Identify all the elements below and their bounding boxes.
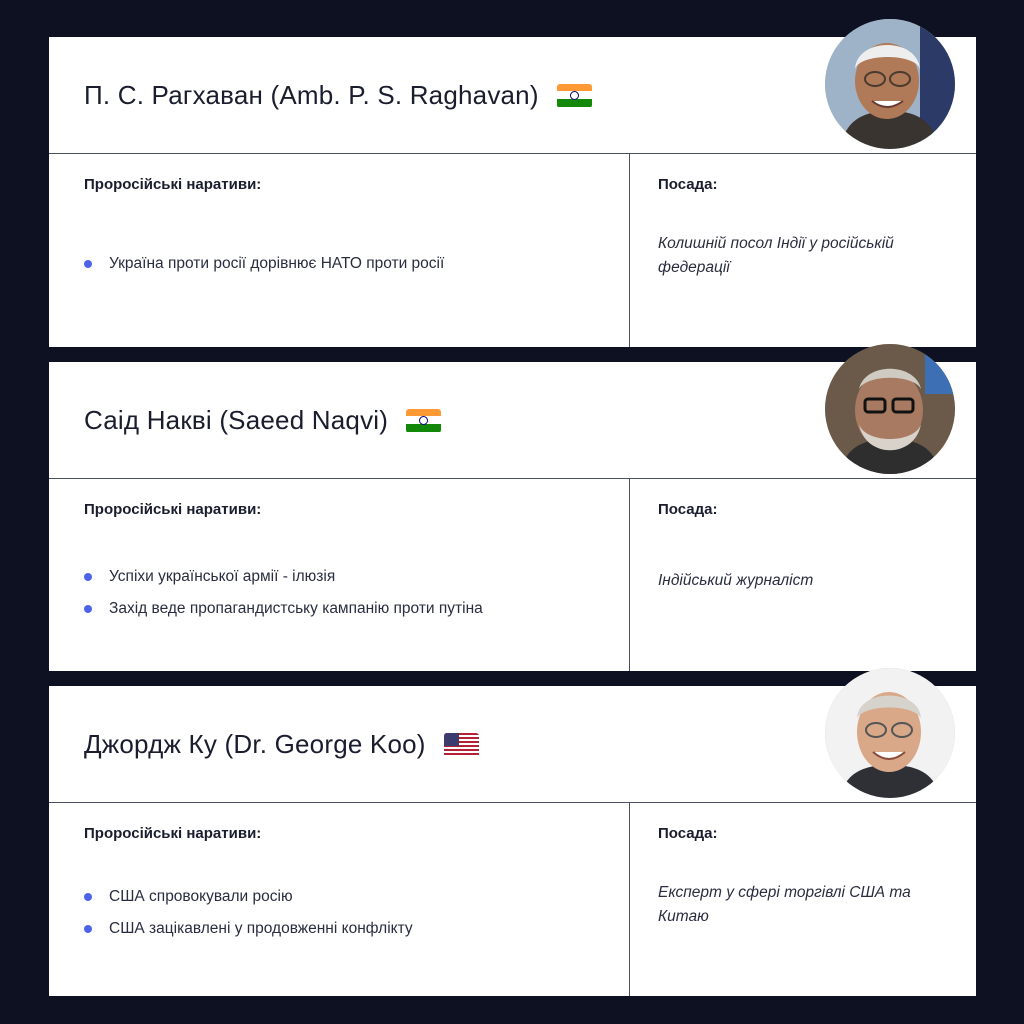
list-item: Успіхи української армії - ілюзія <box>84 561 483 593</box>
narratives-list <box>84 248 444 280</box>
usa-flag-icon <box>444 733 479 757</box>
bullet-icon <box>84 893 92 901</box>
narratives-column <box>49 154 630 347</box>
narratives-column <box>49 479 630 671</box>
narratives-label: Проросійські наративи: <box>84 176 262 193</box>
avatar <box>825 344 955 474</box>
narratives-column <box>49 803 630 996</box>
bullet-icon <box>84 573 92 581</box>
list-item: США спровокували росію <box>84 881 413 913</box>
list-item: Захід веде пропагандистську кампанію проти путіна <box>84 593 483 625</box>
profile-card-koo <box>49 686 976 996</box>
profile-card-naqvi <box>49 362 976 671</box>
india-flag-icon <box>406 409 441 433</box>
position-label: Посада: <box>658 501 718 518</box>
narratives-list <box>84 881 413 945</box>
person-name: Джордж Ку (Dr. George Koo) <box>84 686 479 803</box>
narratives-list <box>84 561 483 625</box>
narratives-label: Проросійські наративи: <box>84 825 262 842</box>
india-flag-icon <box>557 84 592 108</box>
position-text: Колишній посол Індії у російській федерації <box>658 235 894 276</box>
position-column <box>630 803 976 996</box>
position-text: Індійський журналіст <box>658 572 814 589</box>
person-name: Саід Накві (Saeed Naqvi) <box>84 362 441 479</box>
profile-card-raghavan <box>49 37 976 347</box>
narratives-label: Проросійські наративи: <box>84 501 262 518</box>
bullet-icon <box>84 925 92 933</box>
person-name: П. С. Рагхаван (Amb. P. S. Raghavan) <box>84 37 592 154</box>
bullet-icon <box>84 260 92 268</box>
list-item: Україна проти росії дорівнює НАТО проти росії <box>84 248 444 280</box>
position-column <box>630 154 976 347</box>
bullet-icon <box>84 605 92 613</box>
avatar <box>825 668 955 798</box>
position-text: Експерт у сфері торгівлі США та Китаю <box>658 884 911 925</box>
position-column <box>630 479 976 671</box>
list-item: США зацікавлені у продовженні конфлікту <box>84 913 413 945</box>
avatar <box>825 19 955 149</box>
position-label: Посада: <box>658 825 718 842</box>
position-label: Посада: <box>658 176 718 193</box>
